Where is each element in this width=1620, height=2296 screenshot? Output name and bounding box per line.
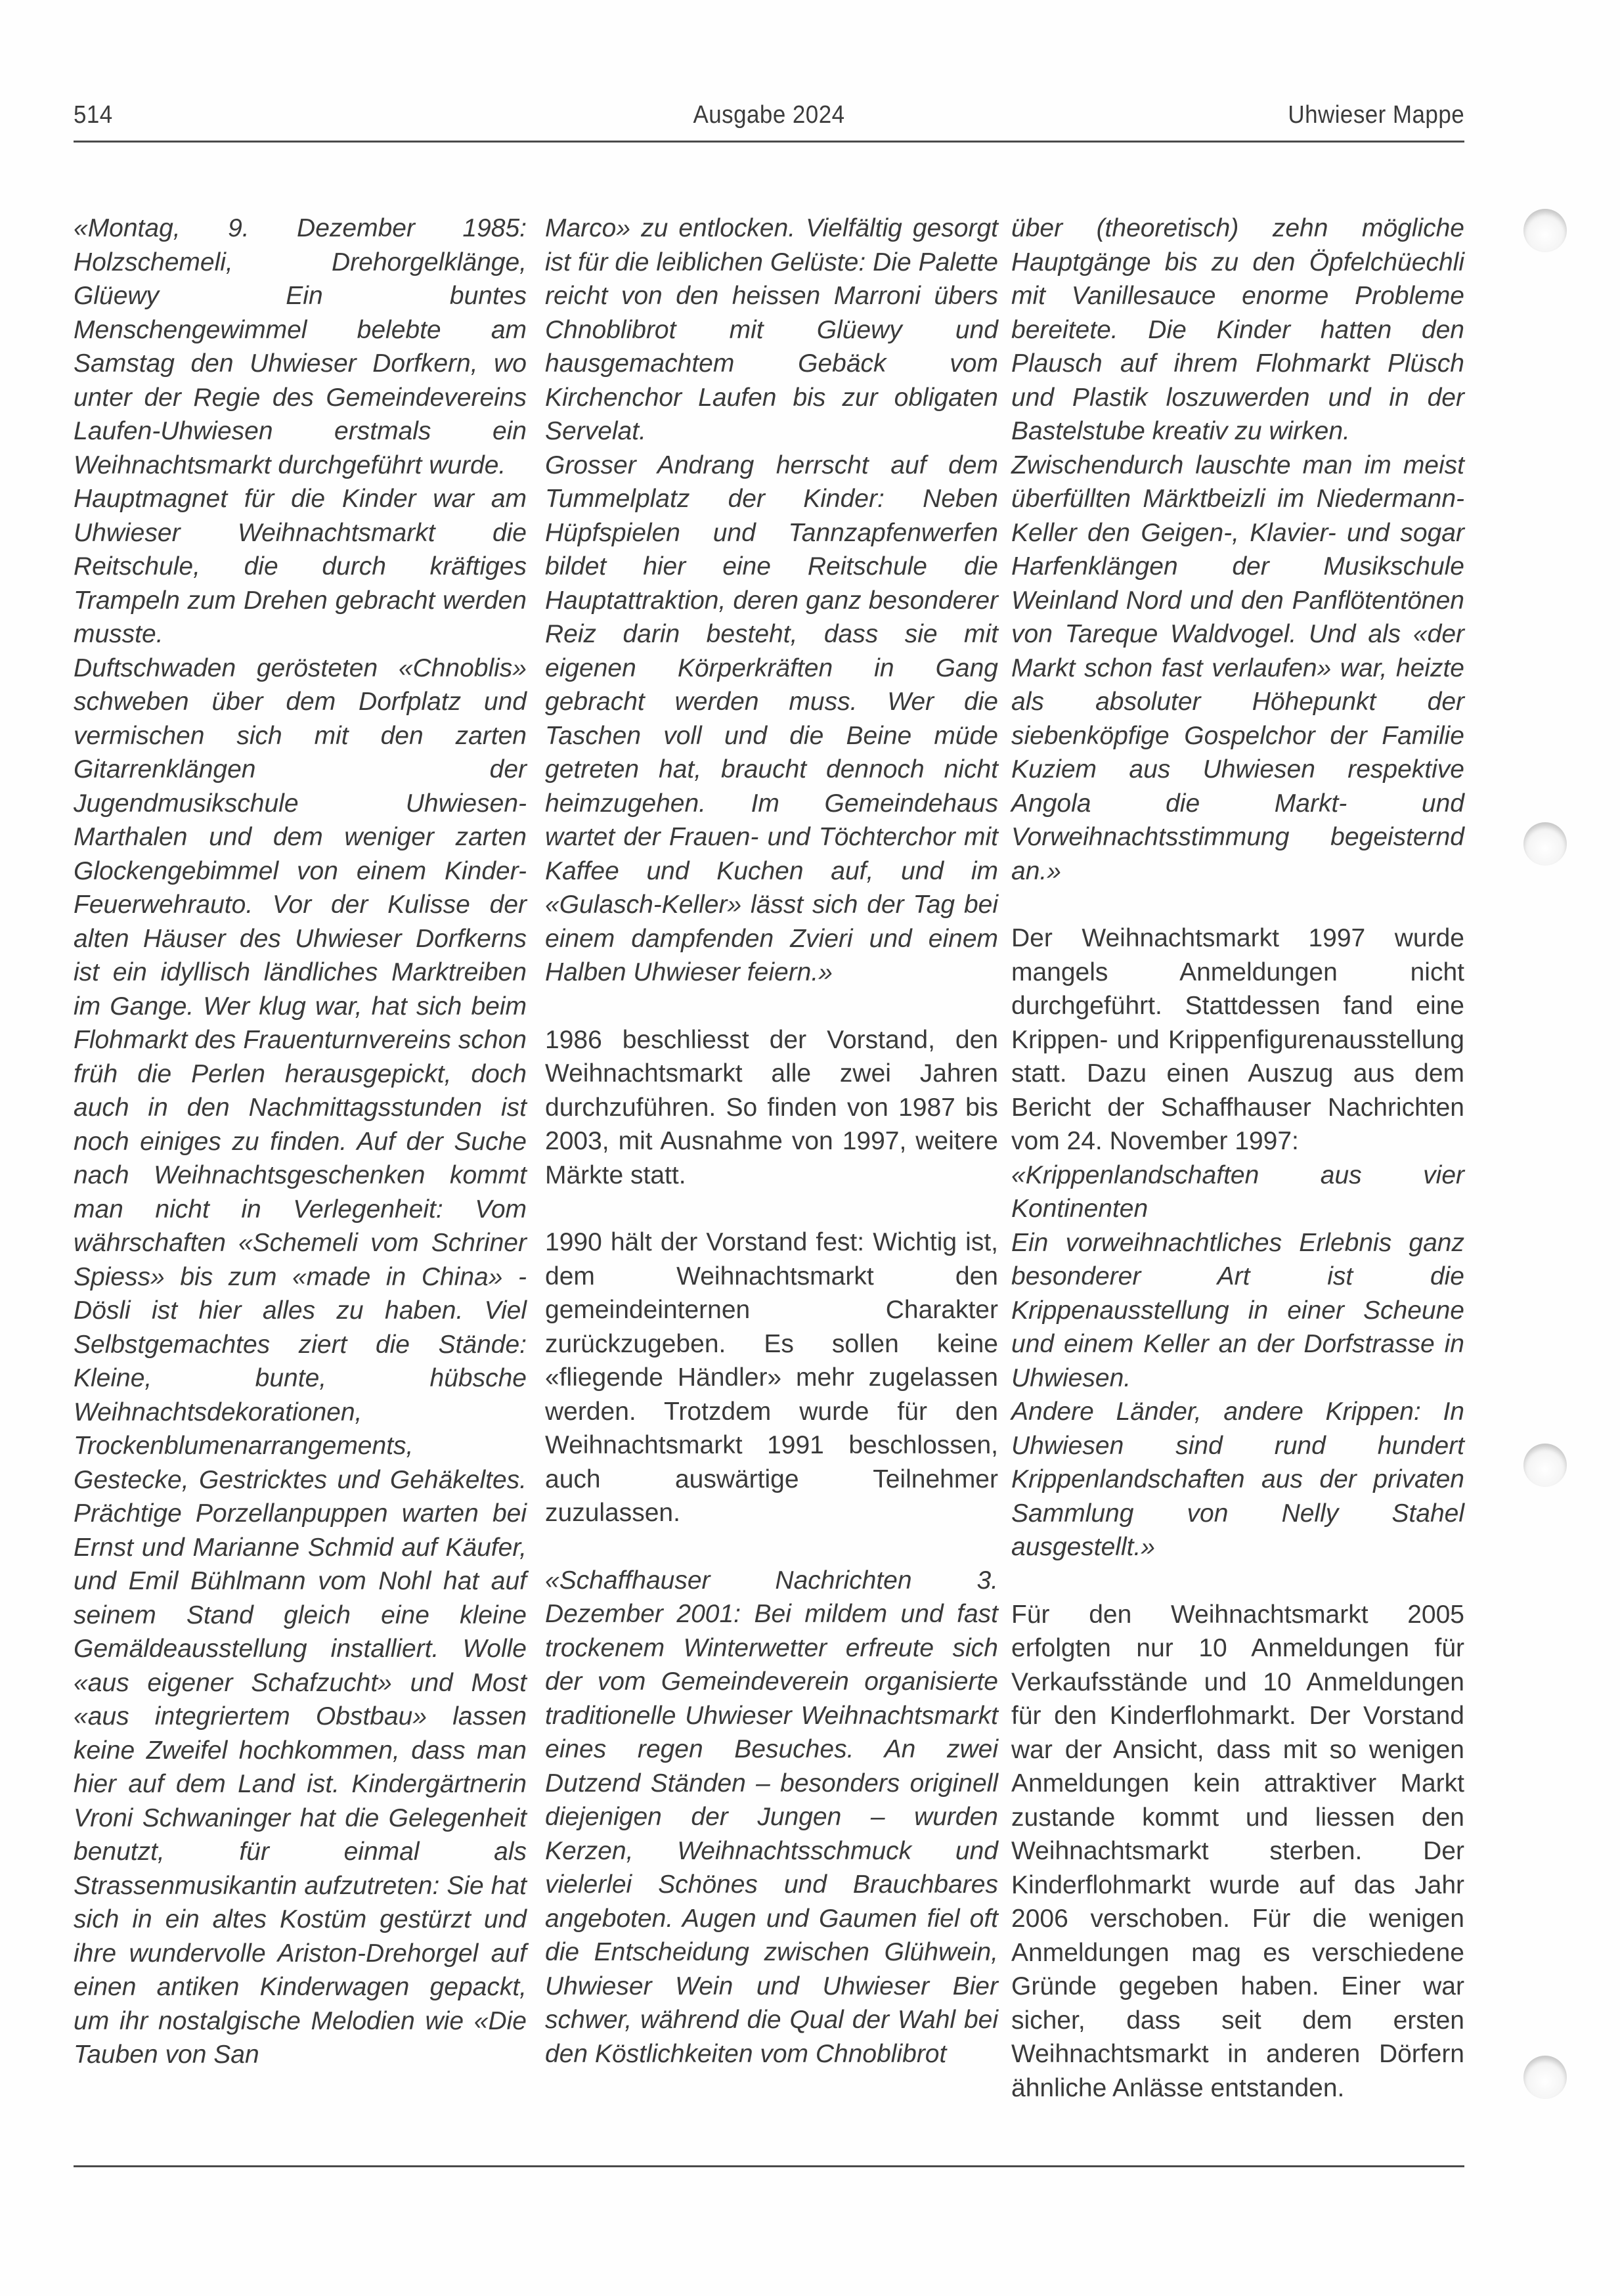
body-paragraph: Der Weihnachtsmarkt 1997 wurde mangels Anmeldungen nicht durchgeführt. Stattdessen fand eine Krippen- und Krippenfigurenausstellung statt. Dazu einen Auszug aus dem Bericht der Schaffhauser Nachrichten vom 24. November 1997: [1011,924,1464,1155]
running-head [74,99,1464,138]
page-number: 514 [74,101,113,129]
publication-title: Uhwieser Mappe [1288,101,1464,129]
binder-punch-hole-icon [1523,209,1567,252]
text-column-3 [1011,211,1464,2105]
quoted-paragraph: Zwischendurch lauschte man im meist überfüllten Märktbeizli im Niedermann-Keller den Geigen-, Klavier- und sogar Harfenklängen der Musikschule Weinland Nord und den Panflötentönen von Tareque Waldvogel. Und als «der Markt schon fast verlaufen» war, heizte als absoluter Höhepunkt der siebenköpfige Gospelchor der Familie Kuziem aus Uhwiesen respektive Angola die Markt- und Vorweihnachtsstimmung begeisternd an.» [1011,451,1464,885]
body-paragraph: Für den Weihnachtsmarkt 2005 erfolgten nur 10 Anmeldungen für Verkaufsstände und 10 Anmeldungen für den Kinderflohmarkt. Der Vorstand war der Ansicht, dass mit so wenigen Anmeldungen kein attraktiver Markt zustande kommt und liessen den Weihnachtsmarkt sterben. Der Kinderflohmarkt wurde auf das Jahr 2006 verschoben. Für die wenigen Anmeldungen mag es verschiedene Gründe gegeben haben. Einer war sicher, dass seit dem ersten Weihnachtsmarkt in anderen Dörfern ähnliche Anlässe entstanden. [1011,1600,1464,2102]
footer-rule [74,2165,1464,2167]
body-paragraph: 1986 beschliesst der Vorstand, den Weihnachtsmarkt alle zwei Jahren durchzuführen. So finden von 1987 bis 2003, mit Ausnahme von 1997, weitere Märkte statt. [545,1025,998,1189]
binder-punch-hole-icon [1523,2056,1567,2099]
body-paragraph: 1990 hält der Vorstand fest: Wichtig ist, dem Weihnachtsmarkt den gemeindeinternen Charakter zurückzugeben. Es sollen keine «fliegende Händler» mehr zugelassen werden. Trotzdem wurde für den Weihnachtsmarkt 1991 beschlossen, auch auswärtige Teilnehmer zuzulassen. [545,1228,998,1527]
quoted-paragraph: «Montag, 9. Dezember 1985: Holzschemeli, Drehorgelklänge, Glüewy Ein buntes Menschengewimmel belebte am Samstag den Uhwieser Dorfkern, wo unter der Regie des Gemeindevereins Laufen-Uhwiesen erstmals ein Weihnachtsmarkt durchgeführt wurde. [74,214,527,479]
binder-punch-hole-icon [1523,1444,1567,1487]
quoted-paragraph: «Krippenlandschaften aus vier Kontinenten [1011,1160,1464,1223]
quoted-paragraph: Andere Länder, andere Krippen: In Uhwiesen sind rund hundert Krippenlandschaften aus der privaten Sammlung von Nelly Stahel ausgestellt.» [1011,1398,1464,1561]
text-column-2 [545,211,998,2071]
quoted-paragraph: Ein vorweihnachtliches Erlebnis ganz besonderer Art ist die Krippenausstellung in einer Scheune und einem Keller an der Dorfstrasse in Uhwiesen. [1011,1228,1464,1392]
quoted-paragraph: Duftschwaden gerösteten «Chnoblis» schweben über dem Dorfplatz und vermischen sich mit den zarten Gitarrenklängen der Jugendmusikschule Uhwiesen-Marthalen und dem weniger zarten Glockengebimmel von einem Kinder-Feuerwehrauto. Vor der Kulisse der alten Häuser des Uhwieser Dorfkerns ist ein idyllisch ländliches Marktreiben im Gange. Wer klug war, hat sich beim Flohmarkt des Frauenturnvereins schon früh die Perlen herausgepickt, doch auch in den Nachmittagsstunden ist noch einiges zu finden. Auf der Suche nach Weihnachtsgeschenken kommt man nicht in Verlegenheit: Vom währschaften «Schemeli vom Schriner Spiess» bis zum «made in China» -Dösli ist hier alles zu haben. Viel Selbstgemachtes ziert die Stände: Kleine, bunte, hübsche Weihnachtsdekorationen, Trockenblumenarrangements, Gestecke, Gestricktes und Gehäkeltes. Prächtige Porzellanpuppen warten bei Ernst und Marianne Schmid auf Käufer, und Emil Bühlmann vom Nohl hat auf seinem Stand gleich eine kleine Gemäldeausstellung installiert. Wolle «aus eigener Schafzucht» und Most «aus integriertem Obstbau» lassen keine Zweifel hochkommen, dass man hier auf dem Land ist. Kindergärtnerin Vroni Schwaninger hat die Gelegenheit benutzt, für einmal als Strassenmusikantin aufzutreten: Sie hat sich in ein altes Kostüm gestürzt und ihre wundervolle Ariston-Drehorgel auf einen antiken Kinderwagen gepackt, um ihr nostalgische Melodien wie «Die Tauben von San [74,653,527,2069]
text-column-1 [74,211,527,2072]
edition-label: Ausgabe 2024 [693,101,845,129]
quoted-paragraph: Grosser Andrang herrscht auf dem Tummelplatz der Kinder: Neben Hüpfspielen und Tannzapfenwerfen bildet hier eine Reitschule die Hauptattraktion, deren ganz besonderer Reiz darin besteht, dass sie mit eigenen Körperkräften in Gang gebracht werden muss. Wer die Taschen voll und die Beine müde getreten hat, braucht dennoch nicht heimzugehen. Im Gemeindehaus wartet der Frauen- und Töchterchor mit Kaffee und Kuchen auf, und im «Gulasch-Keller» lässt sich der Tag bei einem dampfenden Zvieri und einem Halben Uhwieser feiern.» [545,451,998,986]
quoted-paragraph: «Schaffhauser Nachrichten 3. Dezember 2001: Bei mildem und fast trockenem Winterwetter erfreute sich der vom Gemeindeverein organisierte traditionelle Uhwieser Weihnachtsmarkt eines regen Besuches. An zwei Dutzend Ständen – besonders originell diejenigen der Jungen – wurden Kerzen, Weihnachtsschmuck und vielerlei Schönes und Brauchbares angeboten. Augen und Gaumen fiel oft die Entscheidung zwischen Glühwein, Uhwieser Wein und Uhwieser Bier schwer, während die Qual der Wahl bei den Köstlichkeiten vom Chnoblibrot [545,1566,998,2068]
quoted-paragraph: über (theoretisch) zehn mögliche Hauptgänge bis zu den Öpfelchüechli mit Vanillesauce enorme Probleme bereitete. Die Kinder hatten den Plausch auf ihrem Flohmarkt Plüsch und Plastik loszuwerden und in der Bastelstube kreativ zu wirken. [1011,214,1464,445]
binder-punch-hole-icon [1523,822,1567,866]
header-rule [74,141,1464,143]
quoted-paragraph: Hauptmagnet für die Kinder war am Uhwieser Weihnachtsmarkt die Reitschule, die durch kräftiges Trampeln zum Drehen gebracht werden musste. [74,485,527,648]
quoted-paragraph: Marco» zu entlocken. Vielfältig gesorgt ist für die leiblichen Gelüste: Die Palette reicht von den heissen Marroni übers Chnoblibrot mit Glüewy und hausgemachtem Gebäck vom Kirchenchor Laufen bis zur obligaten Servelat. [545,214,998,445]
